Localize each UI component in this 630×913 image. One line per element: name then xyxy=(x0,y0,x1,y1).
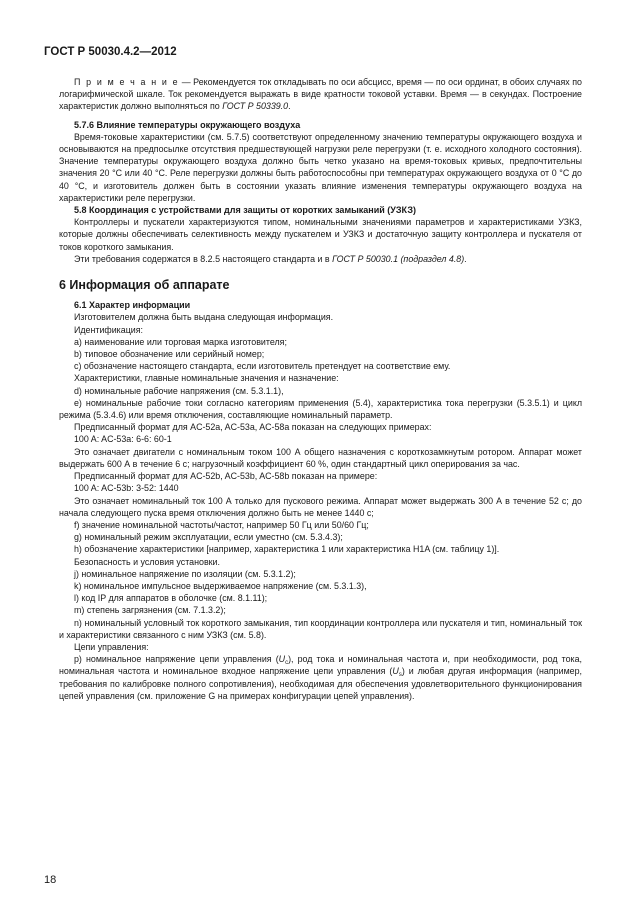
item-e-text: e) номинальные рабочие токи согласно категориям применения (5.4), характеристика тока перегрузки (5.3.5.1) и цикл режима (5.3.4.6) или время отключения, составляющие номинальный параметр. xyxy=(59,397,582,421)
section-heading-6: 6 Информация об аппарате xyxy=(59,278,230,293)
symbol-uc: U xyxy=(278,654,286,665)
control-circuits-lead: Цепи управления: xyxy=(74,641,149,652)
format-2-example: 100 A: AC-53b: 3-52: 1440 xyxy=(74,483,179,494)
format-2-lead: Предписанный формат для AC-52b, AC-53b, AC-58b показан на примере: xyxy=(74,471,378,482)
format-2-text: Это означает номинальный ток 100 А только для пускового режима. Аппарат может выдержать 300 А в течение 52 с; до начала следующего пуска время отключения должно быть не менее 1440 с; xyxy=(59,495,582,518)
section-5-8-text: Контроллеры и пускатели характеризуются типом, номинальными значениями параметров и характеристиками УЗКЗ, которые должны обеспечивать селективность между пускателем и УЗКЗ и достаточную защиту контроллера и пускателя от токов короткого замыкания. xyxy=(59,217,582,252)
section-5-8-requirements: Эти требования содержатся в 8.2.5 настоящего стандарта и в ГОСТ Р 50030.1 (подраздел 4.8). xyxy=(74,253,467,264)
list-line: l) код IP для аппаратов в оболочке (см. 8.1.11); xyxy=(74,593,268,604)
list-line: g) номинальный режим эксплуатации, если уместно (см. 5.3.4.3); xyxy=(74,532,343,543)
list-line: f) значение номинальной частоты/частот, например 50 Гц или 50/60 Гц; xyxy=(74,519,369,530)
list-line: j) номинальное напряжение по изоляции (см. 5.3.1.2); xyxy=(74,568,296,579)
section-heading-6-1: 6.1 Характер информации xyxy=(74,300,191,311)
format-1-lead: Предписанный формат для AC-52a, AC-53a, AC-58a показан на следующих примерах: xyxy=(74,422,432,433)
list-line: a) наименование или торговая марка изготовителя; xyxy=(74,336,287,347)
list-line: k) номинальное импульсное выдерживаемое напряжение (см. 5.3.1.3), xyxy=(74,580,367,591)
section-5-7-6-text: Время-токовые характеристики (см. 5.7.5) соответствуют определенному значению температуры окружающего воздуха и основываются на предпосылке отсутствия предшествующей нагрузки реле перегрузки (т. е. исходного холодного состояния). Значение температуры окружающего воздуха должно быть четко указано на время-токовых кривых, предпочтительны значения 20 °С или 40 °С. Реле перегрузки должны быть работоспособны при температурах окружающего воздуха от 0 °С до 40 °С, и изготовитель должен быть в состоянии указать влияние изменения температуры окружающего воздуха на характеристики реле перегрузки. xyxy=(59,131,582,203)
page-body xyxy=(59,76,582,702)
list-line: c) обозначение настоящего стандарта, если изготовитель претендует на соответствие ему. xyxy=(74,361,451,372)
page-number: 18 xyxy=(44,874,57,886)
page-header: ГОСТ Р 50030.4.2—2012 xyxy=(44,46,177,58)
list-line: Характеристики, главные номинальные значения и назначение: xyxy=(74,373,339,384)
list-line: d) номинальные рабочие напряжения (см. 5.3.1.1), xyxy=(74,385,284,396)
list-line: m) степень загрязнения (см. 7.1.3.2); xyxy=(74,605,226,616)
section-heading-5-7-6: 5.7.6 Влияние температуры окружающего воздуха xyxy=(74,119,301,130)
item-h-text: h) обозначение характеристики [например, характеристика 1 или характеристика H1A (см. таблицу 1)]. xyxy=(74,544,500,555)
note-text: — Рекомендуется ток откладывать по оси абсцисс, время — по оси ординат, в обоих случаях по логарифмической шкале. Ток рекомендуется выражать в виде кратности токовой уставки. Время — в секундах. Построение характеристик должно выполняться по xyxy=(59,77,582,112)
format-1-text: Это означает двигатели с номинальным током 100 А общего назначения с короткозамкнутым ротором. Аппарат может выдержать 600 А в течение 6 с; нагрузочный коэффициент 60 %, один стандартный цикл оперирования за час. xyxy=(59,446,582,469)
section-heading-5-8: 5.8 Координация с устройствами для защиты от коротких замыканий (УЗКЗ) xyxy=(74,205,416,216)
note-label: П р и м е ч а н и е xyxy=(74,77,180,87)
note-paragraph: П р и м е ч а н и е — Рекомендуется ток откладывать по оси абсцисс, время — по оси ординат, в обоих случаях по логарифмической шкале. Ток рекомендуется выражать в виде кратности токовой уставки. Время — в секундах. Построение характеристик должно выполняться по ГОСТ Р 50339.0. xyxy=(59,77,582,112)
note-reference: ГОСТ Р 50339.0 xyxy=(222,101,289,112)
item-n-text: n) номинальный условный ток короткого замыкания, тип координации контроллера или пускателя и тип, номинальный ток и характеристики связанного с ним УЗКЗ (см. 5.8). xyxy=(59,617,582,640)
symbol-us: U xyxy=(392,666,399,677)
requirements-reference: ГОСТ Р 50030.1 (подраздел 4.8) xyxy=(332,253,465,264)
format-1-example: 100 A: AC-53a: 6-6: 60-1 xyxy=(74,434,172,445)
list-line: Изготовителем должна быть выдана следующая информация. xyxy=(74,312,334,323)
list-line: b) типовое обозначение или серийный номер; xyxy=(74,349,265,360)
item-p-text: p) номинальное напряжение цепи управления $(U_c)$, род тока и номинальная частота и, при необходимости, род тока, номинальная частота и номинальное входное напряжение цепи управления $(U_s)$ и любая другая информация (например, требования по калибровке полного сопротивления), необходимая для обеспечения удовлетворительного функционирования цепей управления (см. приложение G на примерах конфигурации цепей управления). xyxy=(59,654,583,701)
list-line: Идентификация: xyxy=(74,324,144,335)
list-line: Безопасность и условия установки. xyxy=(74,556,220,567)
